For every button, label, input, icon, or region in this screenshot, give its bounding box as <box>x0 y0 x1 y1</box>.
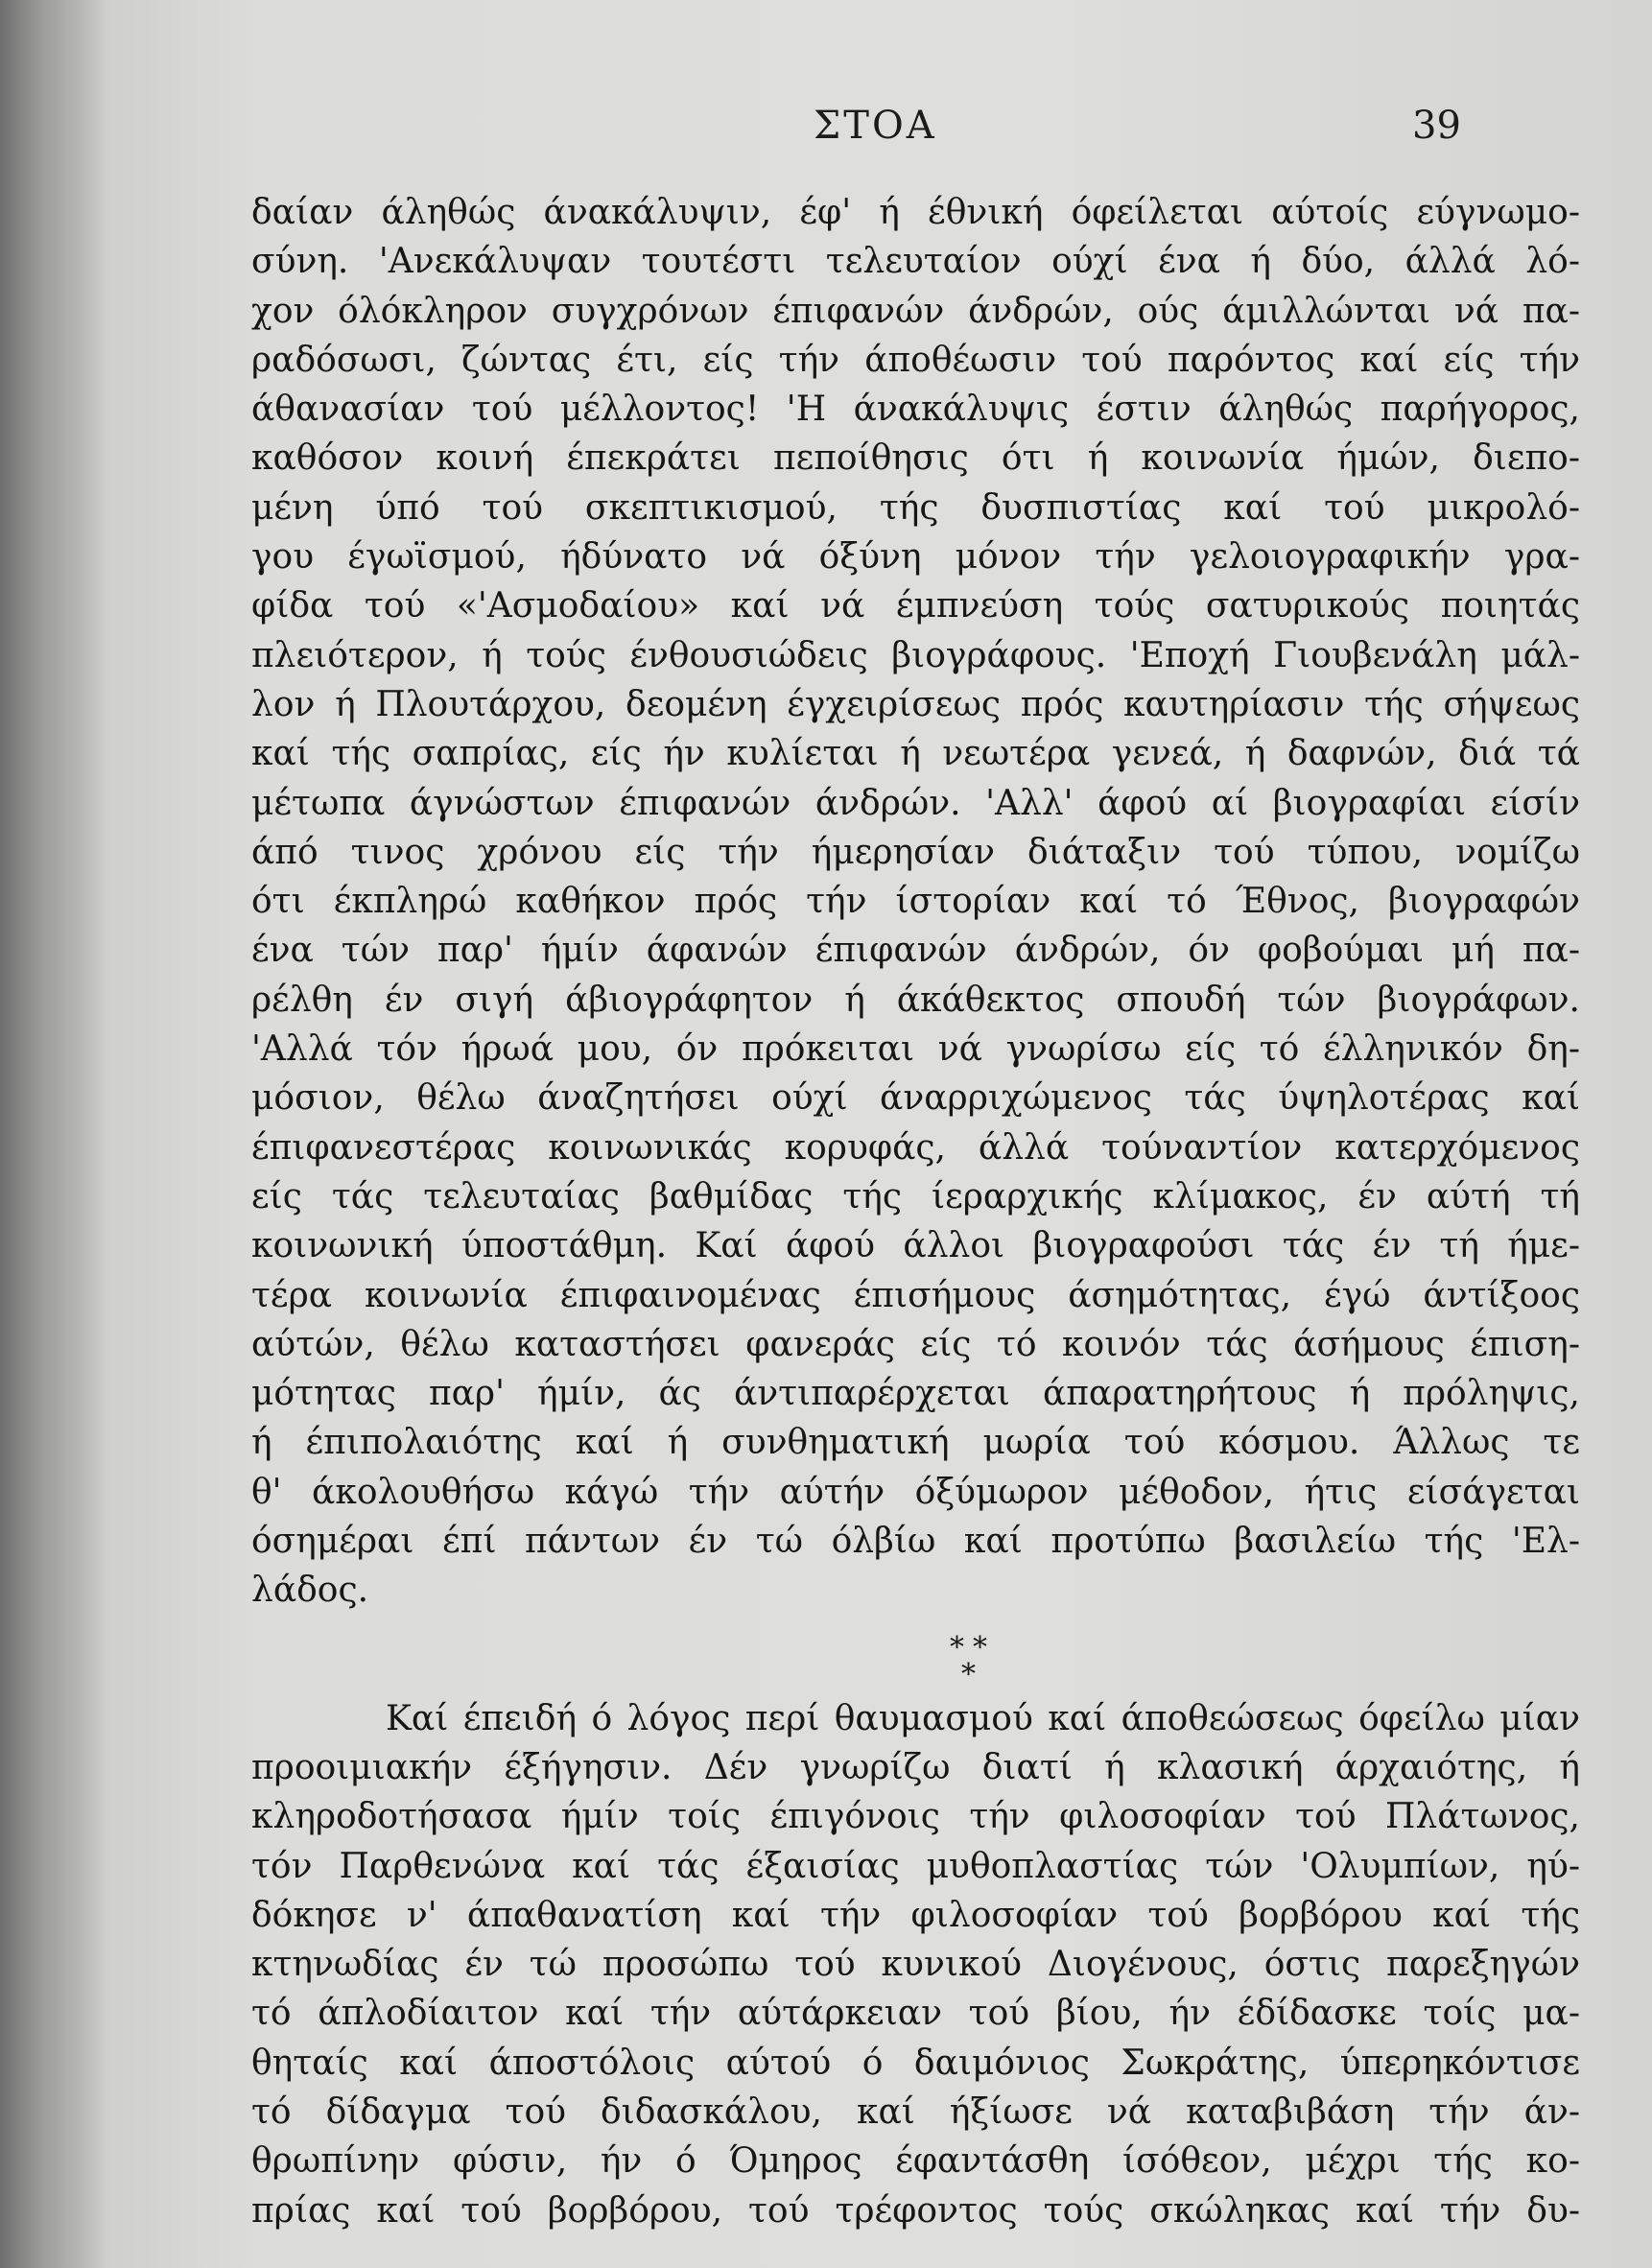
paragraph-2 <box>251 1694 1580 2235</box>
text-line: είς τάς τελευταίας βαθμίδας τής ίεραρχικής κλίμακος, έν αύτή τή <box>251 1176 1580 1217</box>
text-line: μέτωπα άγνώστων έπιφανών άνδρών. 'Αλλ' άφού αί βιογραφίαι είσίν <box>251 783 1580 823</box>
text-line: τέρα κοινωνία έπιφαινομένας έπισήμους άσημότητας, έγώ άντίξοος <box>251 1275 1580 1315</box>
text-line: κοινωνική ύποστάθμη. Καί άφού άλλοι βιογραφούσι τάς έν τή ήμε- <box>251 1226 1580 1266</box>
paragraph-1 <box>251 188 1580 1616</box>
text-line: μότητας παρ' ήμίν, άς άντιπαρέρχεται άπαρατηρήτους ή πρόληψις, <box>251 1374 1580 1414</box>
text-line: πλειότερον, ή τούς ένθουσιώδεις βιογράφους. 'Εποχή Γιουβενάλη μάλ- <box>251 635 1580 675</box>
text-line: δαίαν άληθώς άνακάλυψιν, έφ' ή έθνική όφείλεται αύτοίς εύγνωμο- <box>251 193 1580 232</box>
running-title: ΣΤΟΑ <box>814 104 937 148</box>
text-line: 'Αλλά τόν ήρωά μου, όν πρόκειται νά γνωρίσω είς τό έλληνικόν δη- <box>251 1029 1580 1070</box>
text-line: δόκησε ν' άπαθανατίση καί τήν φιλοσοφίαν τού βορβόρου καί τής <box>251 1895 1580 1935</box>
text-line: ένα τών παρ' ήμίν άφανών έπιφανών άνδρών, όν φοβούμαι μή πα- <box>251 931 1580 971</box>
text-line: σύνη. 'Ανεκάλυψαν τουτέστι τελευταίον ούχί ένα ή δύο, άλλά λό- <box>251 242 1580 282</box>
text-line: τόν Παρθενώνα καί τάς έξαισίας μυθοπλαστίας τών 'Ολυμπίων, ηύ- <box>251 1846 1580 1886</box>
text-line: Καί έπειδή ό λόγος περί θαυμασμού καί άποθεώσεως όφείλω μίαν <box>386 1698 1580 1738</box>
text-line: ότι έκπληρώ καθήκον πρός τήν ίστορίαν καί τό Έθνος, βιογραφών <box>251 882 1580 922</box>
book-gutter-shadow <box>0 0 88 2268</box>
text-line: θηταίς καί άποστόλοις αύτού ό δαιμόνιος Σωκράτης, ύπερηκόντισε <box>251 2043 1580 2083</box>
text-line: προοιμιακήν έξήγησιν. Δέν γνωρίζω διατί ή κλασική άρχαιότης, ή <box>251 1747 1580 1787</box>
text-line: ραδόσωσι, ζώντας έτι, είς τήν άποθέωσιν τού παρόντος καί είς τήν <box>251 340 1580 380</box>
text-line: κτηνωδίας έν τώ προσώπω τού κυνικού Διογένους, όστις παρεξηγών <box>251 1945 1580 1985</box>
text-line: γου έγωϊσμού, ήδύνατο νά όξύνη μόνον τήν γελοιογραφικήν γρα- <box>251 537 1580 578</box>
text-line: μένη ύπό τού σκεπτικισμού, τής δυσπιστίας καί τού μικρολό- <box>251 487 1580 528</box>
text-line: θρωπίνην φύσιν, ήν ό Όμηρος έφαντάσθη ίσόθεον, μέχρι τής κο- <box>251 2141 1580 2182</box>
text-line: φίδα τού «'Ασμοδαίου» καί νά έμπνεύση τούς σατυρικούς ποιητάς <box>251 586 1580 626</box>
text-line: πρίας καί τού βορβόρου, τού τρέφοντος τούς σκώληκας καί τήν δυ- <box>251 2190 1580 2231</box>
text-line: χον όλόκληρον συγχρόνων έπιφανών άνδρών, ούς άμιλλώνται νά πα- <box>251 291 1580 331</box>
text-line: ή έπιπολαιότης καί ή συνθηματική μωρία τού κόσμου. Άλλως τε <box>251 1423 1580 1463</box>
text-line: καί τής σαπρίας, είς ήν κυλίεται ή νεωτέρα γενεά, ή δαφνών, διά τά <box>251 734 1580 774</box>
page-number: 39 <box>1412 104 1461 148</box>
text-line: άθανασίαν τού μέλλοντος! 'Η άνακάλυψις έστιν άληθώς παρήγορος, <box>251 390 1580 430</box>
text-line: λάδος. <box>251 1571 369 1611</box>
asterisk: * <box>961 1657 976 1691</box>
text-line: αύτών, θέλω καταστήσει φανεράς είς τό κοινόν τάς άσήμους έπιση- <box>251 1324 1580 1364</box>
text-line: τό άπλοδίαιτον καί τήν αύτάρκειαν τού βίου, ήν έδίδασκε τοίς μα- <box>251 1994 1580 2034</box>
text-line: ρέλθη έν σιγή άβιογράφητον ή άκάθεκτος σπουδή τών βιογράφων. <box>251 980 1580 1020</box>
text-line: κληροδοτήσασα ήμίν τοίς έπιγόνοις τήν φιλοσοφίαν τού Πλάτωνος, <box>251 1797 1580 1837</box>
text-line: άπό τινος χρόνου είς τήν ήμερησίαν διάταξιν τού τύπου, νομίζω <box>251 832 1580 872</box>
page-edge <box>88 0 106 2268</box>
running-head <box>106 104 1652 161</box>
book-page <box>106 0 1652 2268</box>
asterisk: * <box>973 1630 987 1665</box>
text-line: μόσιον, θέλω άναζητήσει ούχί άναρριχώμενος τάς ύψηλοτέρας καί <box>251 1078 1580 1119</box>
text-line: καθόσον κοινή έπεκράτει πεποίθησις ότι ή κοινωνία ήμών, διεπο- <box>251 438 1580 479</box>
asterisk: * <box>950 1630 964 1665</box>
text-line: όσημέραι έπί πάντων έν τώ όλβίω καί προτύπω βασιλείω τής 'Ελ- <box>251 1522 1580 1562</box>
text-line: λον ή Πλουτάρχου, δεομένη έγχειρίσεως πρός καυτηρίασιν τής σήψεως <box>251 684 1580 724</box>
text-line: έπιφανεστέρας κοινωνικάς κορυφάς, άλλά τούναντίον κατερχόμενος <box>251 1127 1580 1168</box>
text-line: τό δίδαγμα τού διδασκάλου, καί ήξίωσε νά καταβιβάση τήν άν- <box>251 2091 1580 2132</box>
section-break-asterism <box>251 1616 1580 1694</box>
body-text <box>251 188 1580 2235</box>
text-line: θ' άκολουθήσω κάγώ τήν αύτήν όξύμωρον μέθοδον, ήτις είσάγεται <box>251 1472 1580 1512</box>
